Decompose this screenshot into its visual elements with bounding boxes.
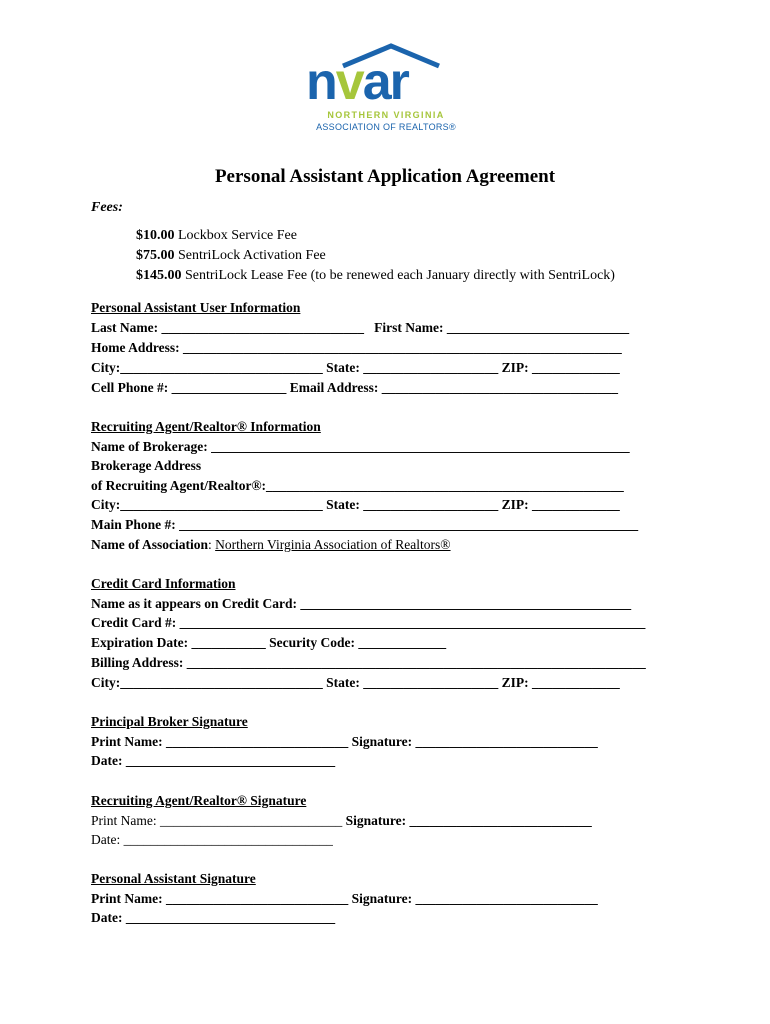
section-heading-personal: Personal Assistant User Information [91,300,301,315]
section-heading-principal: Principal Broker Signature [91,714,248,729]
card-number-field[interactable]: Credit Card #: _____________________________________________________________________ [91,615,646,630]
home-address-field[interactable]: Home Address: _________________________________________________________________ [91,340,622,355]
section-heading-credit: Credit Card Information [91,576,236,591]
fee-item: $10.00 Lockbox Service Fee [136,228,297,243]
principal-print-signature-field[interactable]: Print Name: ___________________________ Signature: ___________________________ [91,734,598,749]
page-title: Personal Assistant Application Agreement [214,166,556,187]
association-name: Name of Association: Northern Virginia Association of Realtors® [91,537,451,552]
cardholder-name-field[interactable]: Name as it appears on Credit Card: _________________________________________________ [91,596,632,611]
recruiting-print-signature-field[interactable]: Print Name: ___________________________ Signature: ___________________________ [91,813,592,828]
city-state-zip-field[interactable]: City:______________________________ State: ____________________ ZIP: _____________ [91,360,620,375]
expiration-security-field[interactable]: Expiration Date: ___________ Security Code: _____________ [91,635,447,650]
association-value: Northern Virginia Association of Realtors® [215,537,451,552]
last-first-name-field[interactable]: Last Name: ______________________________ First Name: ___________________________ [91,320,630,335]
assistant-date-field[interactable]: Date: _______________________________ [91,910,336,925]
recruiting-city-state-zip-field[interactable]: City:______________________________ State: ____________________ ZIP: _____________ [91,497,620,512]
brokerage-name-field[interactable]: Name of Brokerage: ______________________________________________________________ [91,439,630,454]
section-heading-assistant-sig: Personal Assistant Signature [91,871,256,886]
fee-item: $75.00 SentriLock Activation Fee [136,248,326,263]
cell-email-field[interactable]: Cell Phone #: _________________ Email Address: ___________________________________ [91,380,619,395]
principal-date-field[interactable]: Date: _______________________________ [91,753,336,768]
main-phone-field[interactable]: Main Phone #: ____________________________________________________________________ [91,517,639,532]
brokerage-address-field[interactable]: of Recruiting Agent/Realtor®:_____________________________________________________ [91,478,624,493]
fees-label: Fees: [91,200,123,215]
fee-item: $145.00 SentriLock Lease Fee (to be renewed each January directly with SentriLock) [136,268,615,283]
recruiting-date-field[interactable]: Date: _______________________________ [91,832,333,847]
logo-wordmark: nvar [306,53,408,111]
section-heading-recruiting: Recruiting Agent/Realtor® Information [91,419,321,434]
brokerage-address-label: Brokerage Address [91,458,202,473]
billing-address-field[interactable]: Billing Address: ____________________________________________________________________ [91,655,646,670]
logo-tagline-association: ASSOCIATION OF REALTORS® [316,122,456,132]
billing-city-state-zip-field[interactable]: City:______________________________ State: ____________________ ZIP: _____________ [91,675,620,690]
logo-tagline-region: NORTHERN VIRGINIA [327,110,445,120]
nvar-logo [305,42,475,136]
section-heading-recruiting-sig: Recruiting Agent/Realtor® Signature [91,793,307,808]
assistant-print-signature-field[interactable]: Print Name: ___________________________ Signature: ___________________________ [91,891,598,906]
